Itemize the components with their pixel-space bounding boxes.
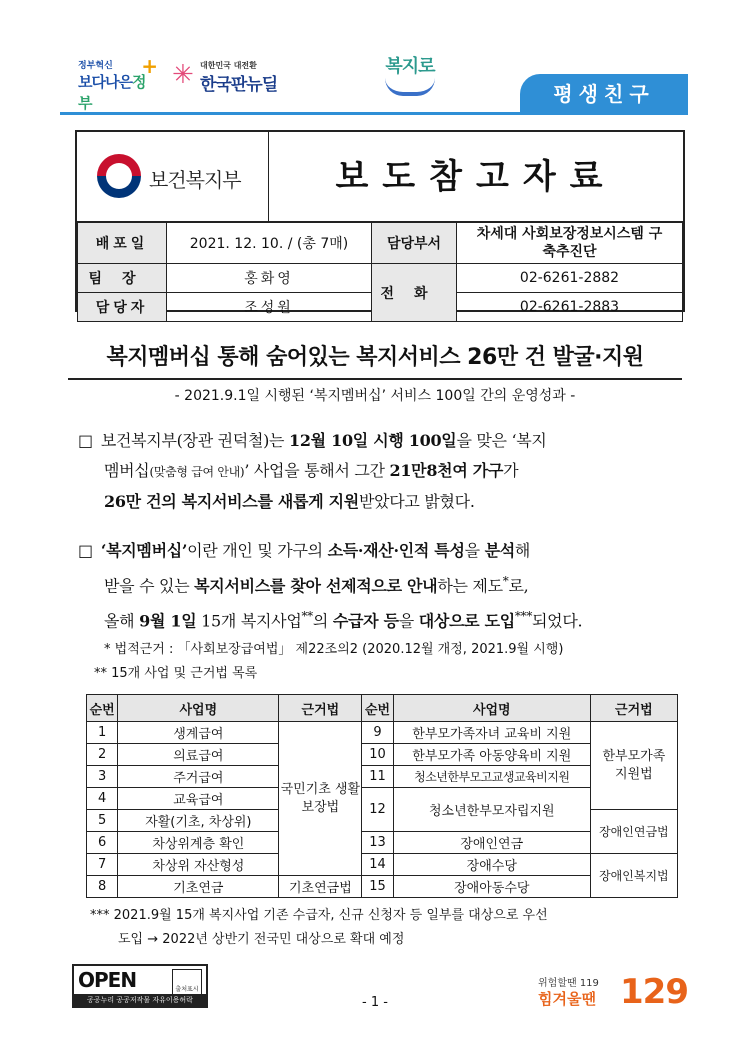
staff-name: 조성원 xyxy=(167,293,372,322)
col-no: 순번 xyxy=(362,695,393,722)
footnote-1: * 법적근거 : 「사회보장급여법」 제22조의2 (2020.12월 개정, 2021.9월 시행) xyxy=(104,642,564,657)
table-row: 3 주거급여 11 청소년한부모고교생교육비지원 xyxy=(87,766,678,788)
release-date: 2021. 12. 10. / (총 7매) xyxy=(167,223,372,264)
law-disability-pension: 장애인연금법 xyxy=(590,810,677,854)
table-row: 7 차상위 자산형성 14 장애수당 장애인복지법 xyxy=(87,854,678,876)
press-header-table xyxy=(75,130,685,316)
hotline-line2: 힘겨울땐 xyxy=(538,990,596,1008)
law-single-parent: 한부모가족 지원법 xyxy=(590,722,677,810)
leader-label: 팀장 xyxy=(78,264,167,293)
law-basic-pension: 기초연금법 xyxy=(279,876,362,898)
page-number: - 1 - xyxy=(362,995,388,1010)
table-row: 2 의료급여 10 한부모가족 아동양육비 지원 xyxy=(87,744,678,766)
footnote-2: ** 15개 사업 및 근거법 목록 xyxy=(94,666,258,681)
table-row: 1 생계급여 국민기초 생활보장법 9 한부모가족자녀 교육비 지원 한부모가족 지원법 xyxy=(87,722,678,744)
hotline-number: 129 xyxy=(620,972,688,1012)
hotline-line1: 위험할땐 119 xyxy=(538,978,599,989)
attribution-badge-icon: 출처표시 xyxy=(172,969,202,997)
department: 차세대 사회보장정보시스템 구축추진단 xyxy=(457,223,683,264)
smile-icon xyxy=(385,78,435,96)
gov-innovation-line1: 정부혁신 xyxy=(78,61,113,71)
open-text: OPEN xyxy=(78,968,137,992)
paragraph-2: □ ‘복지멤버십’이란 개인 및 가구의 소득·재산·인적 특성을 분석해 받을 수 있는 복지서비스를 찾아 선제적으로 안내하는 제도*로, 올해 9월 1일 15개 복지사업**의 수급자 등을 대상으로 도입***되었다. xyxy=(78,541,583,631)
release-label: 배포일 xyxy=(78,223,167,264)
table-row: 4 교육급여 12 청소년한부모자립지원 xyxy=(87,788,678,810)
leader-phone: 02-6261-2882 xyxy=(457,264,683,293)
banner-divider xyxy=(60,112,688,115)
paragraph-1: □ 보건복지부(장관 권덕철)는 12월 10일 시행 100일을 맞은 ‘복지 멤버십(맞춤형 급여 안내)’ 사업을 통해서 그간 21만8천여 가구가 26만 건의 복지서비스를 새롭게 지원받았다고 밝혔다. xyxy=(78,431,547,511)
lifelong-friend-banner: 평생친구 xyxy=(520,74,688,114)
col-no: 순번 xyxy=(87,695,118,722)
footnote-3: *** 2021.9월 15개 복지사업 기존 수급자, 신규 신청자 등 일부를 대상으로 우선 도입 → 2022년 상반기 전국민 대상으로 확대 예정 xyxy=(90,908,548,947)
plus-icon: + xyxy=(141,54,158,78)
dept-label: 담당부서 xyxy=(372,223,457,264)
table-row: 5 자활(기초, 차상위) 장애인연금법 xyxy=(87,810,678,832)
open-subtext: 공공누리 공공저작물 자유이용허락 xyxy=(74,994,206,1006)
col-law: 근거법 xyxy=(590,695,677,722)
leader-name: 홍화영 xyxy=(167,264,372,293)
bokjiro-logo xyxy=(380,52,440,100)
press-title: 보도참고자료 xyxy=(269,132,683,222)
gov-innovation-logo xyxy=(78,54,158,112)
newdeal-line2: 한국판뉴딜 xyxy=(200,75,278,95)
staff-phone: 02-6261-2883 xyxy=(457,293,683,322)
newdeal-line1: 대한민국 대전환 xyxy=(200,61,257,70)
law-basic-livelihood: 국민기초 생활보장법 xyxy=(279,722,362,876)
kogl-open-logo xyxy=(72,964,208,1008)
headline: 복지멤버십 통해 숨어있는 복지서비스 26만 건 발굴·지원 xyxy=(106,345,644,370)
subheadline: - 2021.9.1일 시행된 ‘복지멤버십’ 서비스 100일 간의 운영성과 - xyxy=(174,388,576,404)
law-disability-welfare: 장애인복지법 xyxy=(590,854,677,898)
ministry-logo-cell xyxy=(77,132,269,222)
phone-label: 전화 xyxy=(372,264,457,322)
bokjiro-text: 복지로 xyxy=(385,56,435,77)
star-icon: ✳ xyxy=(172,60,194,90)
gov-innovation-line2a: 보다나은 xyxy=(78,73,132,91)
staff-label: 담당자 xyxy=(78,293,167,322)
headline-rule xyxy=(68,378,682,380)
col-law: 근거법 xyxy=(279,695,362,722)
bullet-square: □ xyxy=(78,541,93,560)
program-list-table xyxy=(86,694,678,898)
col-program: 사업명 xyxy=(393,695,590,722)
col-program: 사업명 xyxy=(118,695,279,722)
taegeuk-icon xyxy=(97,154,141,198)
table-row: 6 차상위계층 확인 13 장애인연금 xyxy=(87,832,678,854)
bullet-square: □ xyxy=(78,431,93,450)
ministry-name: 보건복지부 xyxy=(149,168,241,192)
info-table xyxy=(77,222,683,322)
hotline-129-logo xyxy=(538,970,688,1014)
korean-newdeal-logo xyxy=(172,60,302,94)
gov-innovation-line2b: 정부 xyxy=(78,73,146,112)
table-row: 8 기초연금 기초연금법 15 장애아동수당 xyxy=(87,876,678,898)
